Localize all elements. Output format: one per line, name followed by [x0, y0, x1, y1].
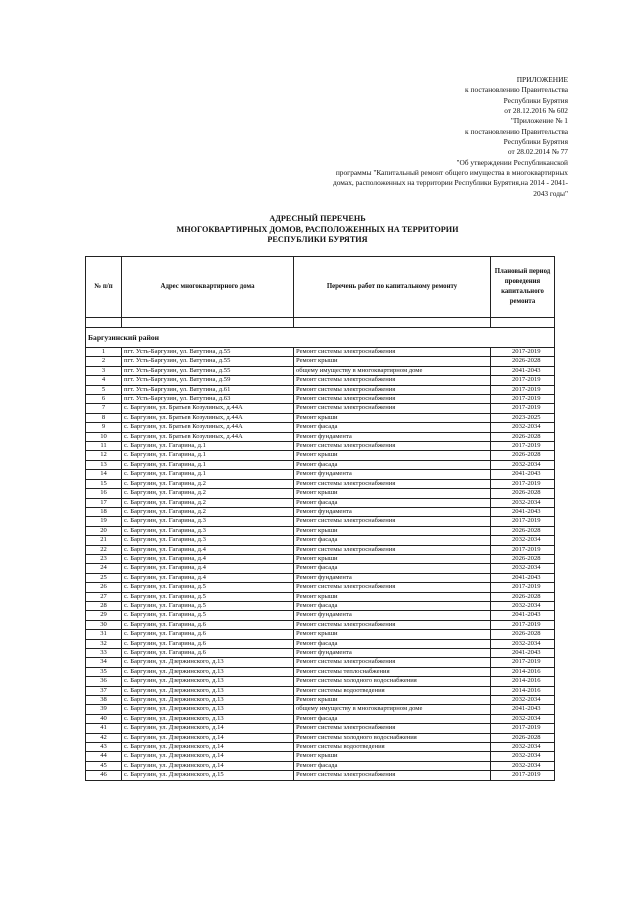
title-line: РЕСПУБЛИКИ БУРЯТИЯ	[267, 235, 368, 244]
row-work-type: Ремонт крыши	[294, 554, 491, 563]
row-address: с. Баргузин, ул. Гагарина, д.4	[122, 564, 294, 573]
row-period: 2026-2028	[491, 432, 555, 441]
table-row	[86, 752, 555, 761]
row-address: с. Баргузин, ул. Гагарина, д.1	[122, 451, 294, 460]
row-address: пгт. Усть-Баргузин, ул. Ватутина, д.61	[122, 385, 294, 394]
row-work-type: общему имуществу в многоквартирном доме	[294, 705, 491, 714]
row-number: 16	[86, 489, 122, 498]
row-number: 45	[86, 761, 122, 770]
row-period: 2032-2034	[491, 423, 555, 432]
row-period: 2041-2043	[491, 705, 555, 714]
table-section-row	[86, 328, 555, 348]
row-period: 2014-2016	[491, 686, 555, 695]
row-work-type: Ремонт системы электроснабжения	[294, 404, 491, 413]
row-period: 2014-2016	[491, 667, 555, 676]
table-row	[86, 460, 555, 469]
row-period: 2026-2028	[491, 733, 555, 742]
header-line: программы "Капитальный ремонт общего имущества в многоквартирных	[335, 168, 568, 178]
table-row	[86, 357, 555, 366]
row-work-type: Ремонт крыши	[294, 592, 491, 601]
row-address: с. Баргузин, ул. Дзержинского, д.15	[122, 771, 294, 780]
row-address: с. Баргузин, ул. Дзержинского, д.13	[122, 677, 294, 686]
row-work-type: Ремонт системы электроснабжения	[294, 385, 491, 394]
table-row	[86, 498, 555, 507]
row-work-type: Ремонт фундамента	[294, 507, 491, 516]
row-work-type: общему имуществу в многоквартирном доме	[294, 366, 491, 375]
row-period: 2017-2019	[491, 771, 555, 780]
row-work-type: Ремонт крыши	[294, 630, 491, 639]
row-period: 2041-2043	[491, 649, 555, 658]
row-period: 2032-2034	[491, 536, 555, 545]
row-address: с. Баргузин, ул. Гагарина, д.4	[122, 554, 294, 563]
row-period: 2041-2043	[491, 366, 555, 375]
table-row	[86, 536, 555, 545]
column-header-address: Адрес многоквартирного дома	[122, 257, 294, 318]
table-row	[86, 385, 555, 394]
row-work-type: Ремонт фасада	[294, 601, 491, 610]
row-work-type: Ремонт системы электроснабжения	[294, 395, 491, 404]
row-number: 34	[86, 658, 122, 667]
table-row	[86, 724, 555, 733]
row-number: 33	[86, 649, 122, 658]
header-line: к постановлению Правительства	[465, 85, 568, 95]
row-number: 41	[86, 724, 122, 733]
table-row	[86, 686, 555, 695]
row-work-type: Ремонт системы электроснабжения	[294, 545, 491, 554]
row-period: 2026-2028	[491, 526, 555, 535]
row-address: с. Баргузин, ул. Дзержинского, д.13	[122, 686, 294, 695]
row-period: 2032-2034	[491, 743, 555, 752]
row-work-type: Ремонт системы электроснабжения	[294, 583, 491, 592]
row-period: 2041-2043	[491, 611, 555, 620]
row-number: 20	[86, 526, 122, 535]
row-number: 19	[86, 517, 122, 526]
row-number: 26	[86, 583, 122, 592]
row-number: 30	[86, 620, 122, 629]
row-address: с. Баргузин, ул. Гагарина, д.5	[122, 592, 294, 601]
header-line: к постановлению Правительства	[465, 126, 568, 136]
row-number: 12	[86, 451, 122, 460]
column-header-number: № п/п	[86, 257, 122, 318]
table-row	[86, 526, 555, 535]
table-row	[86, 733, 555, 742]
table-spacer-row	[86, 318, 555, 328]
row-period: 2017-2019	[491, 724, 555, 733]
row-address: пгт. Усть-Баргузин, ул. Ватутина, д.55	[122, 357, 294, 366]
header-line: от 28.02.2014 № 77	[507, 147, 568, 157]
row-number: 37	[86, 686, 122, 695]
row-number: 36	[86, 677, 122, 686]
row-address: пгт. Усть-Баргузин, ул. Ватутина, д.63	[122, 395, 294, 404]
row-period: 2014-2016	[491, 677, 555, 686]
row-number: 39	[86, 705, 122, 714]
table-row	[86, 611, 555, 620]
row-period: 2017-2019	[491, 545, 555, 554]
row-work-type: Ремонт системы электроснабжения	[294, 724, 491, 733]
table-row	[86, 714, 555, 723]
row-address: с. Баргузин, ул. Гагарина, д.6	[122, 639, 294, 648]
row-address: с. Баргузин, ул. Дзержинского, д.14	[122, 724, 294, 733]
row-work-type: Ремонт системы теплоснабжения	[294, 667, 491, 676]
row-period: 2032-2034	[491, 564, 555, 573]
header-line: ПРИЛОЖЕНИЕ	[516, 75, 568, 84]
row-address: с. Баргузин, ул. Дзержинского, д.14	[122, 743, 294, 752]
table-row	[86, 743, 555, 752]
row-work-type: Ремонт системы электроснабжения	[294, 517, 491, 526]
row-work-type: Ремонт фундамента	[294, 470, 491, 479]
row-number: 8	[86, 413, 122, 422]
table-row	[86, 667, 555, 676]
header-line: "Приложение № 1	[510, 116, 568, 126]
row-address: пгт. Усть-Баргузин, ул. Ватутина, д.59	[122, 376, 294, 385]
table-row	[86, 564, 555, 573]
row-work-type: Ремонт фасада	[294, 714, 491, 723]
row-address: с. Баргузин, ул. Дзержинского, д.14	[122, 733, 294, 742]
row-number: 9	[86, 423, 122, 432]
row-number: 25	[86, 573, 122, 582]
table-row	[86, 705, 555, 714]
row-period: 2026-2028	[491, 357, 555, 366]
row-number: 2	[86, 357, 122, 366]
table-row	[86, 366, 555, 375]
table-row	[86, 630, 555, 639]
row-period: 2032-2034	[491, 714, 555, 723]
row-period: 2041-2043	[491, 470, 555, 479]
column-header-period: Плановый период проведения капитального ремонта	[491, 257, 555, 318]
table-row	[86, 573, 555, 582]
row-work-type: Ремонт крыши	[294, 357, 491, 366]
table-row	[86, 761, 555, 770]
row-address: пгт. Усть-Баргузин, ул. Ватутина, д.55	[122, 348, 294, 357]
row-work-type: Ремонт фасада	[294, 536, 491, 545]
row-work-type: Ремонт крыши	[294, 489, 491, 498]
row-address: с. Баргузин, ул. Гагарина, д.6	[122, 620, 294, 629]
address-table	[85, 256, 555, 781]
row-number: 21	[86, 536, 122, 545]
row-address: с. Баргузин, ул. Гагарина, д.2	[122, 507, 294, 516]
row-work-type: Ремонт системы холодного водоснабжения	[294, 677, 491, 686]
title-line: АДРЕСНЫЙ ПЕРЕЧЕНЬ	[269, 214, 366, 223]
row-period: 2032-2034	[491, 639, 555, 648]
row-work-type: Ремонт фундамента	[294, 649, 491, 658]
row-work-type: Ремонт системы водоотведения	[294, 743, 491, 752]
table-row	[86, 404, 555, 413]
row-address: с. Баргузин, ул. Гагарина, д.2	[122, 498, 294, 507]
row-work-type: Ремонт системы электроснабжения	[294, 771, 491, 780]
row-number: 11	[86, 442, 122, 451]
appendix-header	[228, 75, 568, 199]
row-address: пгт. Усть-Баргузин, ул. Ватутина, д.55	[122, 366, 294, 375]
row-address: с. Баргузин, ул. Гагарина, д.6	[122, 649, 294, 658]
row-period: 2032-2034	[491, 761, 555, 770]
row-number: 31	[86, 630, 122, 639]
row-period: 2041-2043	[491, 573, 555, 582]
row-address: с. Баргузин, ул. Гагарина, д.5	[122, 583, 294, 592]
table-row	[86, 395, 555, 404]
row-number: 42	[86, 733, 122, 742]
row-number: 40	[86, 714, 122, 723]
row-number: 7	[86, 404, 122, 413]
header-line: 2043 годы"	[533, 188, 568, 198]
title-line: МНОГОКВАРТИРНЫХ ДОМОВ, РАСПОЛОЖЕННЫХ НА ТЕРРИТОРИИ	[176, 224, 459, 234]
row-address: с. Баргузин, ул. Дзержинского, д.13	[122, 705, 294, 714]
table-row	[86, 592, 555, 601]
table-row	[86, 507, 555, 516]
row-work-type: Ремонт фундамента	[294, 611, 491, 620]
row-number: 10	[86, 432, 122, 441]
row-period: 2017-2019	[491, 658, 555, 667]
row-work-type: Ремонт фасада	[294, 460, 491, 469]
row-address: с. Баргузин, ул. Дзержинского, д.13	[122, 696, 294, 705]
row-address: с. Баргузин, ул. Гагарина, д.6	[122, 630, 294, 639]
row-address: с. Баргузин, ул. Братьев Козулиных, д.44А	[122, 423, 294, 432]
table-row	[86, 479, 555, 488]
row-period: 2017-2019	[491, 583, 555, 592]
row-work-type: Ремонт фундамента	[294, 432, 491, 441]
table-row	[86, 348, 555, 357]
row-work-type: Ремонт системы электроснабжения	[294, 620, 491, 629]
row-period: 2026-2028	[491, 554, 555, 563]
row-number: 6	[86, 395, 122, 404]
row-work-type: Ремонт фасада	[294, 761, 491, 770]
row-period: 2017-2019	[491, 517, 555, 526]
row-work-type: Ремонт системы холодного водоснабжения	[294, 733, 491, 742]
row-address: с. Баргузин, ул. Гагарина, д.1	[122, 470, 294, 479]
table-row	[86, 771, 555, 780]
row-period: 2017-2019	[491, 620, 555, 629]
table-row	[86, 451, 555, 460]
row-address: с. Баргузин, ул. Гагарина, д.3	[122, 517, 294, 526]
row-work-type: Ремонт крыши	[294, 752, 491, 761]
row-period: 2017-2019	[491, 479, 555, 488]
row-number: 14	[86, 470, 122, 479]
row-work-type: Ремонт фасада	[294, 564, 491, 573]
row-number: 23	[86, 554, 122, 563]
row-period: 2017-2019	[491, 348, 555, 357]
row-address: с. Баргузин, ул. Братьев Козулиных, д.44А	[122, 404, 294, 413]
row-period: 2032-2034	[491, 498, 555, 507]
table-row	[86, 583, 555, 592]
row-period: 2032-2034	[491, 752, 555, 761]
table-row	[86, 696, 555, 705]
row-work-type: Ремонт системы электроснабжения	[294, 442, 491, 451]
row-work-type: Ремонт фундамента	[294, 573, 491, 582]
row-number: 15	[86, 479, 122, 488]
table-row	[86, 442, 555, 451]
table-row	[86, 601, 555, 610]
row-number: 13	[86, 460, 122, 469]
table-row	[86, 376, 555, 385]
row-period: 2026-2028	[491, 489, 555, 498]
row-number: 38	[86, 696, 122, 705]
row-address: с. Баргузин, ул. Гагарина, д.5	[122, 601, 294, 610]
row-number: 22	[86, 545, 122, 554]
table-row	[86, 649, 555, 658]
row-address: с. Баргузин, ул. Гагарина, д.3	[122, 536, 294, 545]
row-number: 29	[86, 611, 122, 620]
row-number: 32	[86, 639, 122, 648]
row-period: 2017-2019	[491, 395, 555, 404]
table-row	[86, 423, 555, 432]
row-period: 2026-2028	[491, 630, 555, 639]
row-number: 46	[86, 771, 122, 780]
table-header-row	[86, 257, 555, 318]
row-period: 2017-2019	[491, 404, 555, 413]
row-work-type: Ремонт фасада	[294, 498, 491, 507]
row-number: 44	[86, 752, 122, 761]
row-period: 2032-2034	[491, 460, 555, 469]
row-number: 43	[86, 743, 122, 752]
row-address: с. Баргузин, ул. Гагарина, д.1	[122, 442, 294, 451]
row-work-type: Ремонт системы электроснабжения	[294, 376, 491, 385]
row-number: 17	[86, 498, 122, 507]
header-line: Республики Бурятия	[503, 95, 568, 105]
row-number: 3	[86, 366, 122, 375]
row-period: 2032-2034	[491, 601, 555, 610]
document-title	[85, 214, 550, 246]
table-row	[86, 489, 555, 498]
row-work-type: Ремонт крыши	[294, 451, 491, 460]
row-work-type: Ремонт фасада	[294, 639, 491, 648]
row-period: 2017-2019	[491, 385, 555, 394]
row-address: с. Баргузин, ул. Дзержинского, д.13	[122, 658, 294, 667]
row-work-type: Ремонт фасада	[294, 423, 491, 432]
row-period: 2017-2019	[491, 376, 555, 385]
row-period: 2026-2028	[491, 592, 555, 601]
row-address: с. Баргузин, ул. Братьев Козулиных, д.44А	[122, 432, 294, 441]
row-address: с. Баргузин, ул. Гагарина, д.1	[122, 460, 294, 469]
table-row	[86, 677, 555, 686]
table-row	[86, 658, 555, 667]
row-number: 24	[86, 564, 122, 573]
row-period: 2023-2025	[491, 413, 555, 422]
row-address: с. Баргузин, ул. Дзержинского, д.13	[122, 714, 294, 723]
row-address: с. Баргузин, ул. Гагарина, д.4	[122, 545, 294, 554]
row-address: с. Баргузин, ул. Гагарина, д.2	[122, 479, 294, 488]
section-title: Баргузинский район	[86, 328, 555, 348]
row-work-type: Ремонт системы электроснабжения	[294, 479, 491, 488]
header-line: от 28.12.2016 № 602	[504, 106, 568, 116]
row-period: 2032-2034	[491, 696, 555, 705]
row-work-type: Ремонт системы электроснабжения	[294, 658, 491, 667]
row-address: с. Баргузин, ул. Братьев Козулиных, д.44А	[122, 413, 294, 422]
row-address: с. Баргузин, ул. Гагарина, д.5	[122, 611, 294, 620]
row-number: 28	[86, 601, 122, 610]
row-work-type: Ремонт системы водоотведения	[294, 686, 491, 695]
row-number: 5	[86, 385, 122, 394]
header-line: "Об утверждении Республиканской	[456, 157, 568, 167]
row-period: 2041-2043	[491, 507, 555, 516]
row-address: с. Баргузин, ул. Гагарина, д.4	[122, 573, 294, 582]
row-address: с. Баргузин, ул. Гагарина, д.3	[122, 526, 294, 535]
row-number: 18	[86, 507, 122, 516]
row-address: с. Баргузин, ул. Гагарина, д.2	[122, 489, 294, 498]
table-row	[86, 554, 555, 563]
row-address: с. Баргузин, ул. Дзержинского, д.14	[122, 761, 294, 770]
table-row	[86, 639, 555, 648]
table-row	[86, 620, 555, 629]
table-row	[86, 432, 555, 441]
row-work-type: Ремонт крыши	[294, 696, 491, 705]
table-row	[86, 470, 555, 479]
row-period: 2017-2019	[491, 442, 555, 451]
row-work-type: Ремонт крыши	[294, 526, 491, 535]
row-address: с. Баргузин, ул. Дзержинского, д.14	[122, 752, 294, 761]
column-header-works: Перечень работ по капитальному ремонту	[294, 257, 491, 318]
table-row	[86, 545, 555, 554]
row-number: 4	[86, 376, 122, 385]
row-work-type: Ремонт крыши	[294, 413, 491, 422]
row-period: 2026-2028	[491, 451, 555, 460]
row-work-type: Ремонт системы электроснабжения	[294, 348, 491, 357]
row-number: 1	[86, 348, 122, 357]
row-address: с. Баргузин, ул. Дзержинского, д.13	[122, 667, 294, 676]
table-row	[86, 517, 555, 526]
header-line: домах, расположенных на территории Республики Бурятия,на 2014 - 2041-	[332, 178, 568, 188]
row-number: 27	[86, 592, 122, 601]
row-number: 35	[86, 667, 122, 676]
header-line: Республики Бурятия	[503, 137, 568, 147]
table-row	[86, 413, 555, 422]
